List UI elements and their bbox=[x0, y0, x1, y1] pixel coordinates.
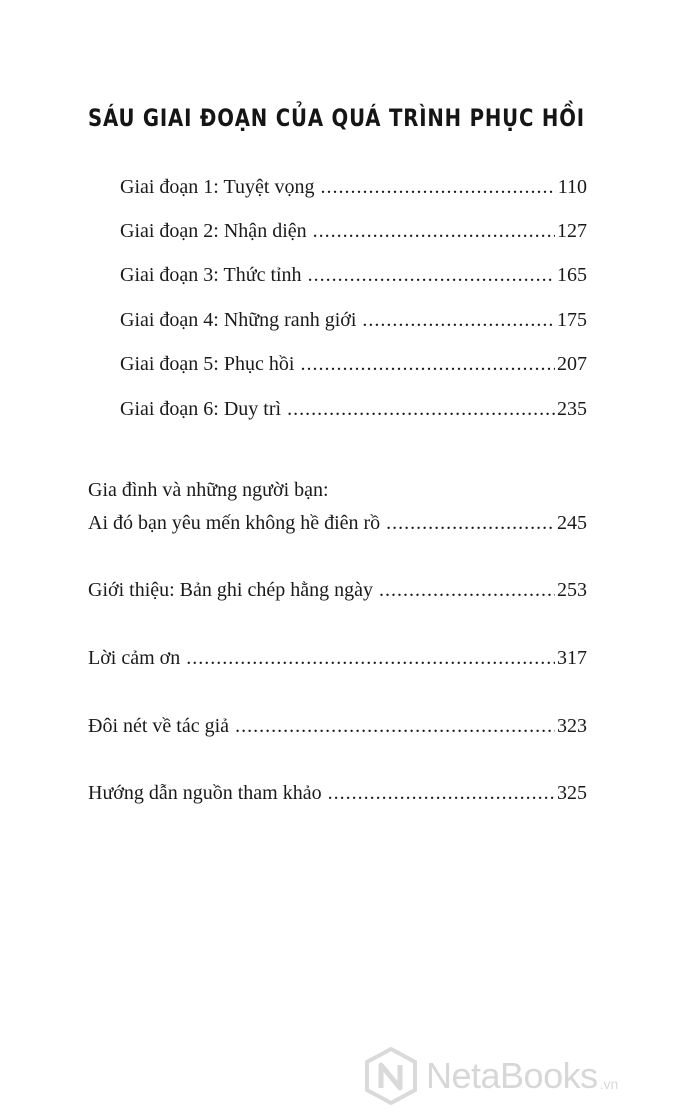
toc-entry-about-author bbox=[88, 713, 587, 739]
dot-leader bbox=[235, 713, 555, 739]
toc-entry-label: Giai đoạn 6: Duy trì bbox=[120, 398, 282, 420]
toc-entry-label: Lời cảm ơn bbox=[88, 647, 181, 669]
toc-entry-stage-3 bbox=[120, 262, 587, 288]
toc-page-number: 253 bbox=[557, 579, 587, 601]
toc-entry-label: Giai đoạn 5: Phục hồi bbox=[120, 353, 295, 375]
toc-entry-family bbox=[88, 510, 587, 536]
toc-entry-stage-6 bbox=[120, 396, 587, 422]
dot-leader bbox=[186, 645, 555, 671]
toc-entry-label: Giai đoạn 4: Những ranh giới bbox=[120, 309, 357, 331]
toc-entry-label: Giai đoạn 2: Nhận diện bbox=[120, 220, 307, 242]
dot-leader bbox=[362, 307, 555, 333]
toc-page-number: 245 bbox=[557, 512, 587, 534]
dot-leader bbox=[379, 577, 555, 603]
toc-entry-label: Đôi nét về tác giả bbox=[88, 715, 230, 737]
watermark bbox=[364, 1046, 618, 1106]
toc-entry-label: Giai đoạn 1: Tuyệt vọng bbox=[120, 176, 315, 198]
section-heading: SÁU GIAI ĐOẠN CỦA QUÁ TRÌNH PHỤC HỒI bbox=[88, 104, 585, 132]
dot-leader bbox=[320, 174, 555, 200]
toc-entry-introduction bbox=[88, 577, 587, 603]
watermark-suffix: .vn bbox=[599, 1076, 619, 1092]
toc-page-number: 323 bbox=[557, 715, 587, 737]
toc-page-number: 207 bbox=[557, 353, 587, 375]
toc-page-number: 317 bbox=[557, 647, 587, 669]
dot-leader bbox=[386, 510, 555, 536]
toc-entry-stage-1 bbox=[120, 174, 587, 200]
toc-entry-label: Ai đó bạn yêu mến không hề điên rồ bbox=[88, 512, 381, 534]
dot-leader bbox=[313, 218, 555, 244]
toc-page-number: 110 bbox=[557, 176, 587, 198]
toc-entry-stage-5 bbox=[120, 351, 587, 377]
toc-entry-label: Hướng dẫn nguồn tham khảo bbox=[88, 782, 322, 804]
dot-leader bbox=[308, 262, 555, 288]
dot-leader bbox=[287, 396, 555, 422]
toc-page-number: 235 bbox=[557, 398, 587, 420]
toc-page-number: 165 bbox=[557, 264, 587, 286]
toc-entry-family-title: Gia đình và những người bạn: bbox=[88, 479, 329, 501]
toc-entry-label: Giai đoạn 3: Thức tỉnh bbox=[120, 264, 302, 286]
netabooks-logo-icon bbox=[364, 1047, 418, 1105]
dot-leader bbox=[300, 351, 555, 377]
toc-entry-resources bbox=[88, 780, 587, 806]
toc-entry-label: Giới thiệu: Bản ghi chép hằng ngày bbox=[88, 579, 373, 601]
toc-page-number: 127 bbox=[557, 220, 587, 242]
toc-entry-acknowledgements bbox=[88, 645, 587, 671]
toc-entry-stage-2 bbox=[120, 218, 587, 244]
watermark-brand: NetaBooks bbox=[426, 1055, 598, 1096]
toc-page-number: 325 bbox=[557, 782, 587, 804]
toc-page-number: 175 bbox=[557, 309, 587, 331]
dot-leader bbox=[328, 780, 555, 806]
toc-entry-stage-4 bbox=[120, 307, 587, 333]
